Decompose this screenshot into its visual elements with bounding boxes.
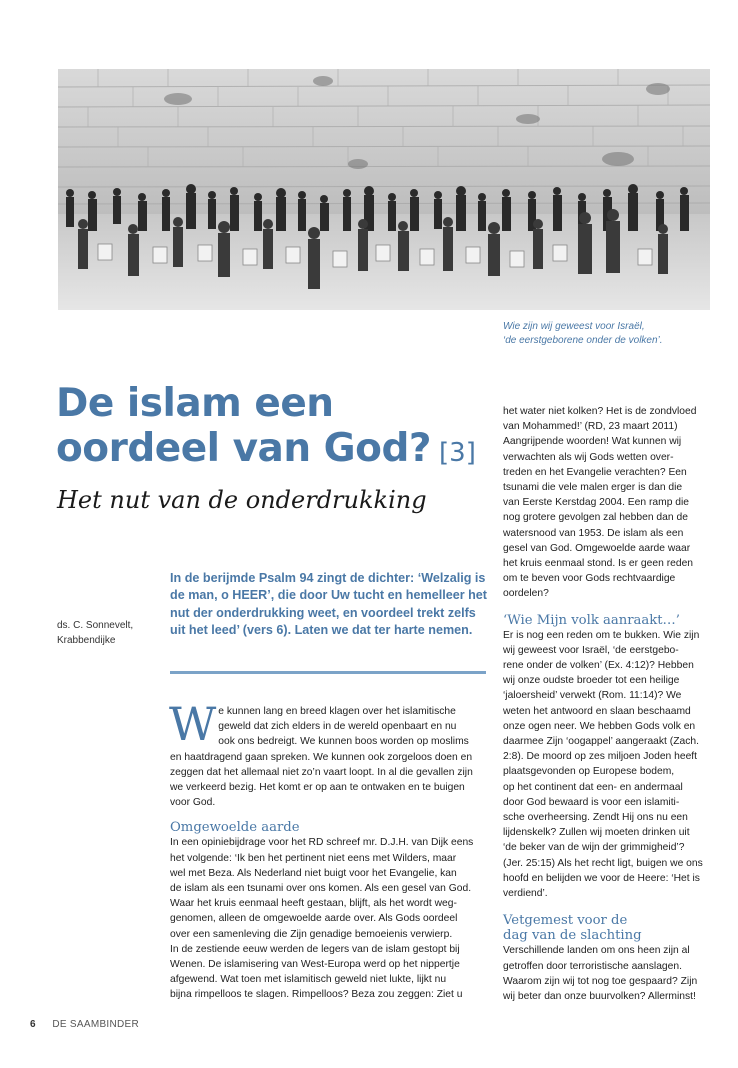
body-line: ‘de beker van de wijn der grimmigheid’? — [503, 842, 685, 854]
body-line: 2:8). De moord op zes miljoen Joden heeft — [503, 751, 698, 763]
section-heading: Omgewoelde aarde — [170, 820, 300, 836]
body-line: Verschillende landen om ons heen zijn al — [503, 945, 690, 957]
body-line: lijdenskelk? Zullen wij moeten drinken uit — [503, 827, 690, 839]
caption-line: ‘de eerstgeborene onder de volken’. — [503, 335, 663, 346]
lead-line: In de berijmde Psalm 94 zingt de dichter: ‘Welzalig is — [170, 571, 486, 585]
photo-caption — [503, 320, 713, 348]
body-line: we verkeerd bezig. Het komt er op aan te ontwaken en te buigen — [170, 782, 465, 794]
caption-line: Wie zijn wij geweest voor Israël, — [503, 321, 645, 332]
body-column-right — [503, 404, 713, 1004]
lead-line: de man, o HEER’, die door Uw tucht en hemelleer het — [170, 588, 487, 603]
section-heading-line-2: dag van de slachting — [503, 928, 642, 944]
body-line: onze ogen neer. We hebben Gods volk en — [503, 720, 696, 732]
body-line: e kunnen lang en breed klagen over het islamitische — [218, 706, 456, 717]
body-line: ‘jaloersheid’ verwekt (Rom. 11:14)? We — [503, 690, 682, 702]
section-2-body — [503, 628, 713, 902]
header-photo — [58, 69, 710, 310]
author-byline — [57, 618, 133, 648]
body-line: genomen, alleen de omgewoelde aarde over. Als Gods oordeel — [170, 913, 458, 925]
body-line: watersnood van 1953. De islam als een — [503, 527, 684, 539]
body-line: verdiend’. — [503, 888, 548, 900]
body-line: getroffen door terroristische aanslagen. — [503, 960, 682, 972]
divider-rule — [170, 671, 486, 674]
body-line: over een samenleving die Zijn genadige bemoeienis verwierp. — [170, 928, 453, 940]
body-line: wij beter dan onze buurvolken? Allerminst! — [503, 990, 696, 1002]
body-line: nog grotere gevolgen zal hebben dan de — [503, 512, 688, 524]
page-footer — [30, 1019, 139, 1030]
body-line: rene onder de volken’ (Ex. 4:12)? Hebben — [503, 660, 694, 672]
body-line: oordelen? — [503, 588, 549, 600]
body-line: bijna rimpelloos te slagen. Rimpelloos? Beza zou zeggen: Ziet u — [170, 989, 463, 1001]
body-line: hoofd en belijden we voor de Heere: ‘Het is — [503, 872, 700, 884]
body-line: Waarom zijn wij tot nog toe gespaard? Zijn — [503, 975, 698, 987]
body-line: Er is nog een reden om te bukken. Wie zijn — [503, 629, 700, 641]
body-line: In de zestiende eeuw werden de legers van de islam gestopt bij — [170, 943, 460, 955]
title-line-2-text: oordeel van God? — [56, 426, 432, 471]
body-line: ook ons bedreigt. We kunnen boos worden op moslims — [218, 736, 469, 748]
body-line: wij geweest voor Israël, ‘de eerstgebo- — [503, 644, 679, 656]
body-line: door God bewaard is voor een islamiti- — [503, 796, 680, 808]
body-line: Waar het kruis eenmaal heeft gestaan, blijft, als het wordt weg- — [170, 898, 457, 910]
section-heading-line-1: Vetgemest voor de — [503, 913, 628, 929]
body-line: het kruis eenmaal stond. Is er geen reden — [503, 558, 694, 570]
body-line: verwachten als wij Gods wetten over- — [503, 451, 674, 463]
body-line: wij onze oudste broeder tot een heilige — [503, 675, 680, 687]
continuation-paragraph — [503, 404, 713, 602]
body-line: weten het antwoord en slaan beschaamd — [503, 705, 691, 717]
body-line: sche overheersing. Zendt Hij ons nu een — [503, 812, 688, 824]
body-line: op het continent dat een- en andermaal — [503, 781, 683, 793]
body-line: de islam als een tsunami over ons komen. Als een gesel van God. — [170, 883, 472, 895]
intro-paragraph — [169, 697, 486, 810]
drop-cap: W — [169, 697, 217, 751]
body-line: om te beven voor Gods rechtvaardige — [503, 573, 676, 585]
body-line: geweld dat zich elders in de wereld openbaart en nu — [218, 721, 457, 733]
body-line: treden en het Evangelie verachten? Een — [503, 466, 687, 478]
article-subtitle: Het nut van de onderdrukking — [57, 486, 427, 514]
body-line: en haatdragend gaan spreken. We kunnen ook zorgeloos doen en — [170, 751, 473, 763]
body-line: afgewend. Wat toen met islamitisch geweld niet lukte, lijkt nu — [170, 974, 447, 986]
lead-line: uit het leed’ (vers 6). Laten we dat ter harte nemen. — [170, 622, 473, 637]
body-line: Wenen. De islamisering van West-Europa werd op het nippertje — [170, 959, 460, 971]
author-place: Krabbendijke — [57, 635, 116, 646]
body-line: plaatsgevonden op Europese bodem, — [503, 766, 675, 778]
body-line: In een opiniebijdrage voor het RD schreef mr. D.J.H. van Dijk eens — [170, 837, 474, 849]
section-3-body — [503, 943, 713, 1004]
body-line: zeggen dat het allemaal niet zo’n vaart loopt. In al die gevallen zijn — [170, 766, 473, 778]
body-line: (Jer. 25:15) Als het recht ligt, buigen we ons — [503, 857, 703, 869]
title-line-1: De islam een — [56, 381, 334, 426]
body-line: voor God. — [170, 797, 216, 809]
title-line-2 — [56, 426, 496, 476]
series-part-number: [3] — [439, 438, 476, 468]
body-line: het water niet kolken? Het is de zondvloed — [503, 406, 697, 417]
body-line: daarmee Zijn ‘oogappel’ aangeraakt (Zach. — [503, 736, 699, 748]
section-1-body — [170, 835, 486, 1002]
body-line: gesel van God. Omgewoelde aarde waar — [503, 542, 691, 554]
lead-paragraph — [170, 570, 490, 639]
section-heading: ‘Wie Mijn volk aanraakt…’ — [503, 612, 680, 628]
page-number: 6 — [30, 1019, 36, 1030]
body-line: van Mohammed!’ (RD, 23 maart 2011) — [503, 421, 678, 433]
body-line: Aangrijpende woorden! Wat kunnen wij — [503, 436, 682, 448]
article-title — [56, 381, 496, 476]
body-line: het volgende: ‘Ik ben het pertinent niet eens met Wilders, maar — [170, 852, 457, 864]
body-line: tsunami die vele malen erger is dan die — [503, 482, 683, 494]
body-column-left — [169, 697, 486, 1003]
body-line: wel met Beza. Als Nederland niet buigt voor het Evangelie, kan — [170, 867, 457, 879]
author-name: ds. C. Sonnevelt, — [57, 620, 134, 631]
lead-line: nut der onderdrukking weet, en voordeel trekt zelfs — [170, 605, 476, 620]
body-line: van Eerste Kerstdag 2004. Een ramp die — [503, 497, 690, 509]
magazine-name: DE SAAMBINDER — [52, 1019, 140, 1030]
photo-western-wall-illustration — [58, 69, 710, 310]
